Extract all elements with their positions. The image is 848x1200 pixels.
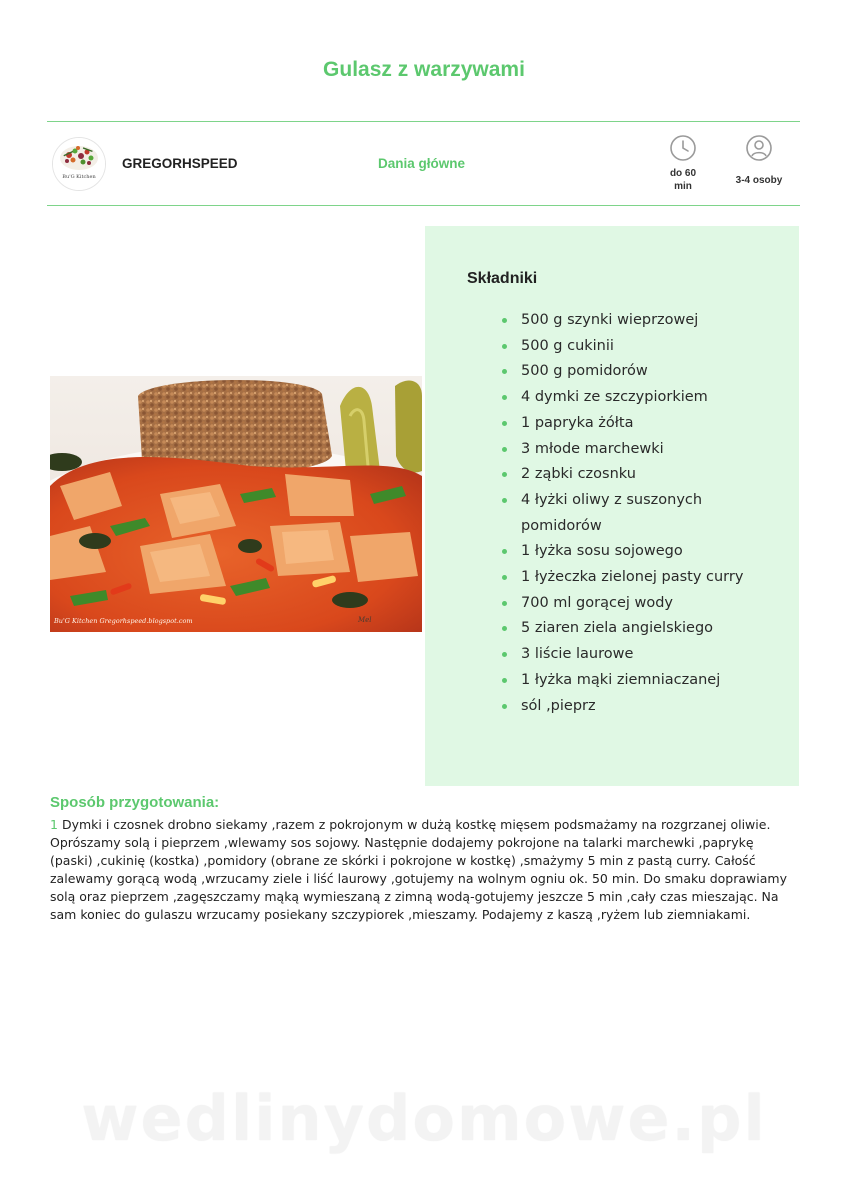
ingredient-item: 4 łyżki oliwy z suszonych pomidorów (500, 488, 780, 539)
ingredient-item: sól ,pieprz (500, 694, 780, 720)
dish-photo (50, 376, 422, 632)
ingredient-item: 500 g szynki wieprzowej (500, 308, 780, 334)
ingredient-item: 5 ziaren ziela angielskiego (500, 616, 780, 642)
avatar-caption: Bu'G Kitchen (62, 174, 96, 180)
goulash-image (50, 376, 422, 632)
photo-signature: Mel (358, 616, 372, 624)
ingredients-heading: Składniki (467, 270, 538, 287)
step-number: 1 (50, 817, 58, 832)
author-avatar[interactable] (53, 138, 105, 190)
ingredient-item: 3 liście laurowe (500, 642, 780, 668)
ingredient-item: 1 łyżeczka zielonej pasty curry (500, 565, 780, 591)
recipe-title: Gulasz z warzywami (323, 58, 525, 81)
user-icon (745, 134, 773, 162)
ingredient-item: 1 łyżka sosu sojowego (500, 539, 780, 565)
preparation-heading: Sposób przygotowania: (50, 794, 220, 811)
servings-label: 3-4 osoby (735, 175, 783, 186)
header-divider-bottom (47, 205, 800, 206)
avatar-salad-image (53, 138, 105, 190)
ingredient-item: 700 ml gorącej wody (500, 591, 780, 617)
ingredient-item: 1 papryka żółta (500, 411, 780, 437)
ingredient-item: 2 ząbki czosnku (500, 462, 780, 488)
recipe-category[interactable]: Dania główne (378, 156, 466, 171)
ingredient-item: 3 młode marchewki (500, 437, 780, 463)
ingredient-item: 4 dymki ze szczypiorkiem (500, 385, 780, 411)
preparation-step (50, 816, 792, 924)
step-text: Dymki i czosnek drobno siekamy ,razem z pokrojonym w dużą kostkę mięsem podsmażamy na rozgrzanej oliwie. Oprószamy solą i pieprzem ,wlewamy sos sojowy. Następnie dodajemy pokrojone na talarki marchewki ,paprykę (paski) ,cukinię (kostka) ,pomidory (obrane ze skórki i pokrojone w kostkę) ,smażymy 5 min z pastą curry. Całość zalewamy gorącą wodą ,wrzucamy ziele i liść laurowy ,gotujemy na wolnym ogniu ok. 50 min. Do smaku doprawiamy solą oraz pieprzem ,zagęszczamy mąką wymieszaną z zimną wodą-gotujemy jeszcze 5 min ,cały czas mieszając. Na sam koniec do gulaszu wrzucamy posiekany szczypiorek ,mieszamy. Podajemy z kaszą ,ryżem lub ziemniakami. (50, 817, 787, 922)
ingredient-item: 500 g cukinii (500, 334, 780, 360)
ingredients-list (500, 308, 780, 719)
time-label: do 60 min (669, 168, 697, 192)
ingredient-item: 1 łyżka mąki ziemniaczanej (500, 668, 780, 694)
author-name[interactable]: GREGORHSPEED (122, 156, 238, 171)
site-watermark: wedlinydomowe.pl (81, 1082, 767, 1155)
photo-caption: Bu'G Kitchen Gregorhspeed.blogspot.com (54, 617, 193, 625)
clock-icon (669, 134, 697, 162)
ingredient-item: 500 g pomidorów (500, 359, 780, 385)
header-divider-top (47, 121, 800, 122)
